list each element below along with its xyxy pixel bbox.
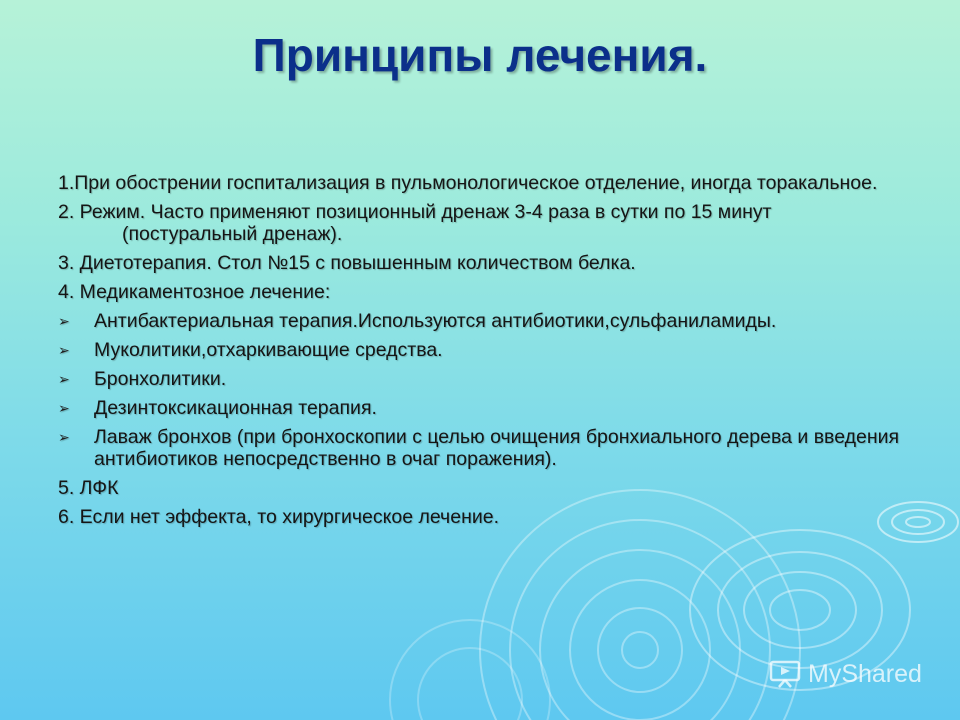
slide-body: [58, 172, 908, 535]
bullet-text: Дезинтоксикационная терапия.: [94, 397, 377, 419]
bullet-bronchodilators: [58, 368, 908, 390]
arrow-bullet-icon: ➢: [58, 429, 70, 445]
bullet-detox: [58, 397, 908, 419]
bullet-antibacterial: [58, 310, 908, 332]
watermark-text: MyShared: [808, 659, 922, 688]
bullet-mucolytics: [58, 339, 908, 361]
list-item-6: 6. Если нет эффекта, то хирургическое лечение.: [58, 506, 499, 528]
list-item-1: 1.При обострении госпитализация в пульмонологическое отделение, иногда торакальное.: [58, 172, 878, 194]
list-item-4: 4. Медикаментозное лечение:: [58, 281, 331, 303]
arrow-bullet-icon: ➢: [58, 342, 70, 358]
bullet-text: Антибактериальная терапия.Используются антибиотики,сульфаниламиды.: [94, 310, 777, 332]
myshared-watermark: [768, 656, 922, 692]
slideshow-logo-icon: [768, 659, 802, 689]
arrow-bullet-icon: ➢: [58, 400, 70, 416]
arrow-bullet-icon: ➢: [58, 371, 70, 387]
list-item-2: 2. Режим. Часто применяют позиционный дренаж 3-4 раза в сутки по 15 минут (постуральный дренаж).: [58, 201, 772, 245]
bullet-text: Муколитики,отхаркивающие средства.: [94, 339, 443, 361]
bullet-text: Лаваж бронхов (при бронхоскопии с целью очищения бронхиального дерева и введения антибиотиков непосредственно в очаг поражения).: [94, 426, 900, 470]
list-item-5: 5. ЛФК: [58, 477, 119, 499]
bullet-text: Бронхолитики.: [94, 368, 227, 390]
bullet-lavage: [58, 426, 908, 470]
list-item-3: 3. Диетотерапия. Стол №15 с повышенным количеством белка.: [58, 252, 636, 274]
slide-title: Принципы лечения.: [252, 29, 708, 81]
arrow-bullet-icon: ➢: [58, 313, 70, 329]
